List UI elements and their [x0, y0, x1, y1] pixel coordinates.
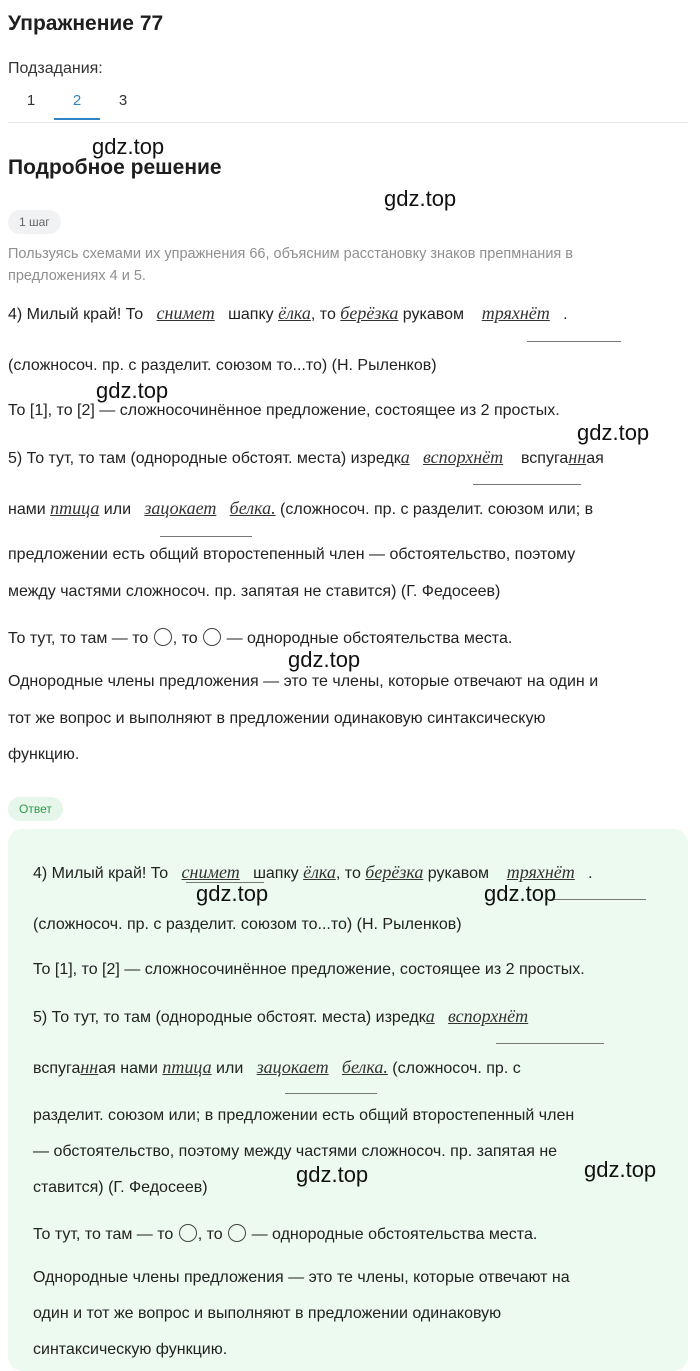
answer-sentence-5-line-5: ставится) (Г. Федосеев): [33, 1179, 208, 1196]
tab-2[interactable]: 2: [54, 88, 100, 120]
circle-icon: [179, 1224, 197, 1242]
section-title: Подробное решение: [8, 156, 222, 179]
underline-dash: [285, 1093, 377, 1094]
answer-sentence-4-note: (сложносоч. пр. с разделит. союзом то...то) (Н. Рыленков): [33, 916, 462, 933]
tab-1[interactable]: 1: [26, 92, 36, 109]
subject-word: птица: [162, 1057, 212, 1077]
watermark: gdz.top: [296, 1162, 369, 1187]
definition-line-1: Однородные члены предложения — это те члены, которые отвечают на один и: [8, 673, 599, 690]
subtasks-label: Подзадания:: [8, 60, 103, 77]
predicate-word: снимет: [156, 303, 215, 323]
solution-scheme-1: То [1], то [2] — сложносочинённое предложение, состоящее из 2 простых.: [8, 402, 560, 419]
subject-word: ёлка: [303, 862, 336, 882]
definition-line-2: тот же вопрос и выполняют в предложении одинаковую синтаксическую: [8, 710, 546, 727]
watermark: gdz.top: [484, 881, 557, 906]
solution-sentence-4-note: (сложносоч. пр. с разделит. союзом то...то) (Н. Рыленков): [8, 357, 437, 374]
tab-3[interactable]: 3: [118, 92, 128, 109]
answer-sentence-5-line-3: разделит. союзом или; в предложении есть общий второстепенный член: [33, 1107, 575, 1124]
predicate-word: зацокает: [256, 1057, 329, 1077]
subject-word: птица: [50, 498, 100, 518]
watermark: gdz.top: [92, 134, 165, 159]
underline-dash: [473, 484, 581, 485]
watermark: gdz.top: [96, 378, 169, 403]
underline-dash: [552, 899, 646, 900]
answer-sentence-4: 4) Милый край! То снимет шапку ёлка, то берёзка рукавом тряхнёт .: [33, 862, 593, 882]
solution-sentence-5-line-4: между частями сложносоч. пр. запятая не ставится) (Г. Федосеев): [8, 583, 501, 600]
watermark: gdz.top: [577, 420, 650, 445]
divider: [8, 122, 688, 123]
watermark: gdz.top: [196, 881, 269, 906]
intro-line-2: предложениях 4 и 5.: [8, 268, 146, 284]
predicate-word: вспорхнёт: [423, 447, 504, 467]
answer-scheme-1: То [1], то [2] — сложносочинённое предложение, состоящее из 2 простых.: [33, 961, 585, 978]
predicate-word: тряхнёт: [506, 862, 575, 882]
predicate-word: зацокает: [144, 498, 217, 518]
subject-word: ёлка: [278, 303, 311, 323]
watermark: gdz.top: [288, 647, 361, 672]
watermark: gdz.top: [384, 186, 457, 211]
underline-dash: [496, 1043, 604, 1044]
intro-line-1: Пользуясь схемами их упражнения 66, объясним расстановку знаков препмнания в: [8, 246, 573, 262]
predicate-word: вспорхнёт: [448, 1006, 529, 1026]
answer-definition-line-3: синтаксическую функцию.: [33, 1341, 228, 1358]
solution-sentence-5-line-3: предложении есть общий второстепенный член — обстоятельство, поэтому: [8, 546, 576, 563]
solution-sentence-5: 5) То тут, то там (однородные обстоят. места) изредка вспорхнёт вспуганная: [8, 447, 604, 467]
underline-dash: [160, 536, 252, 537]
underline-dash: [527, 341, 621, 342]
predicate-word: тряхнёт: [481, 303, 550, 323]
predicate-word: снимет: [181, 862, 240, 882]
answer-sentence-5: 5) То тут, то там (однородные обстоят. места) изредка вспорхнёт: [33, 1006, 529, 1026]
subject-word: белка.: [229, 498, 276, 518]
circle-icon: [228, 1224, 246, 1242]
subject-word: берёзка: [365, 862, 424, 882]
circle-icon: [154, 628, 172, 646]
watermark: gdz.top: [584, 1157, 657, 1182]
page-title: Упражнение 77: [8, 12, 164, 35]
answer-definition-line-1: Однородные члены предложения — это те члены, которые отвечают на: [33, 1269, 570, 1286]
step-badge: 1 шаг: [8, 210, 61, 234]
circle-icon: [203, 628, 221, 646]
solution-scheme-2: То тут, то там — то , то — однородные обстоятельства места.: [8, 630, 513, 647]
answer-sentence-5-line-2: вспуганная нами птица или зацокает белка. (сложносоч. пр. с: [33, 1057, 521, 1077]
definition-line-3: функцию.: [8, 746, 80, 763]
answer-box: [8, 829, 688, 1371]
subject-word: белка.: [341, 1057, 388, 1077]
solution-sentence-5-line-2: нами птица или зацокает белка. (сложносоч. пр. с разделит. союзом или; в: [8, 498, 594, 518]
subtask-tabs: [8, 88, 146, 120]
solution-sentence-4: 4) Милый край! То снимет шапку ёлка, то берёзка рукавом тряхнёт .: [8, 303, 568, 323]
answer-scheme-2: То тут, то там — то , то — однородные обстоятельства места.: [33, 1226, 538, 1243]
subject-word: берёзка: [340, 303, 399, 323]
answer-definition-line-2: один и тот же вопрос и выполняют в предложении одинаковую: [33, 1305, 502, 1322]
answer-badge: Ответ: [8, 797, 63, 821]
answer-sentence-5-line-4: — обстоятельство, поэтому между частями сложносоч. пр. запятая не: [33, 1143, 558, 1160]
